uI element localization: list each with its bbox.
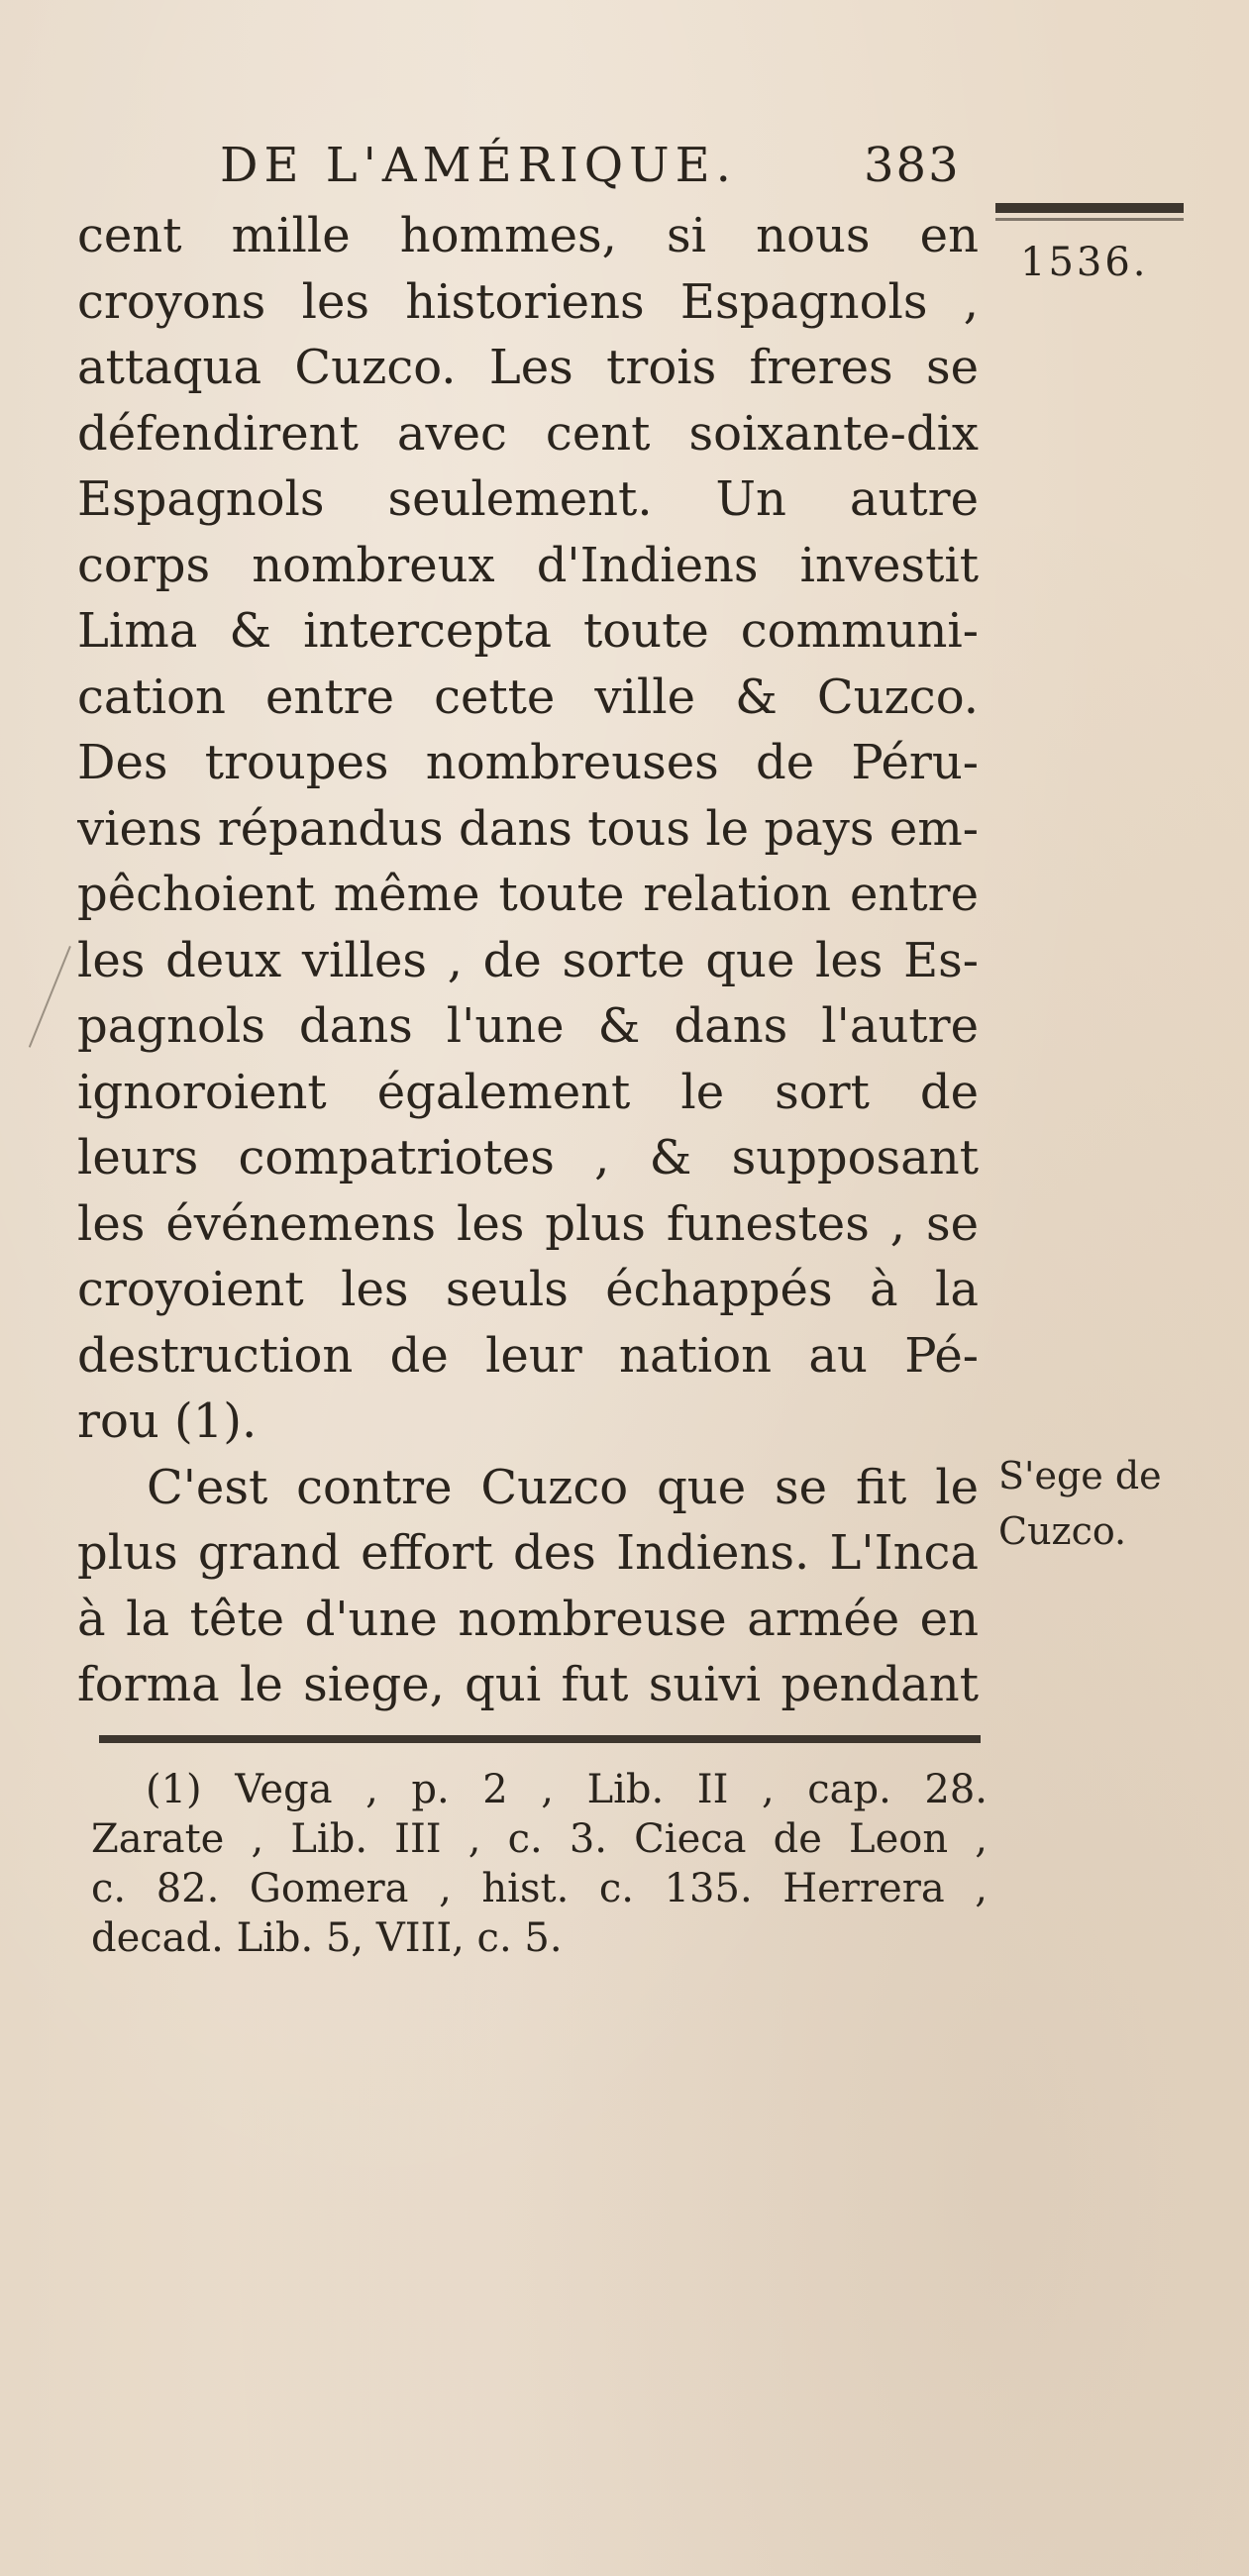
running-head-title: DE L'AMÉRIQUE. [220,138,737,193]
body-line: C'est contre Cuzco que se fit le [147,1459,979,1515]
footnote-line: Zarate , Lib. III , c. 3. Cieca de Leon , [91,1816,988,1862]
page-number: 383 [864,138,961,193]
margin-note-line: Cuzco. [998,1509,1127,1553]
body-line: plus grand effort des Indiens. L'Inca [77,1525,979,1581]
margin-rule-thick [995,203,1184,213]
body-text [77,203,979,1718]
footnote-line: (1) Vega , p. 2 , Lib. II , cap. 28. [146,1767,988,1812]
body-line: pêchoient même toute relation entre [77,867,979,922]
body-line: Lima & intercepta toute communi- [77,603,979,659]
body-line: pagnols dans l'une & dans l'autre [77,998,979,1054]
body-line: corps nombreux d'Indiens investit [77,537,979,593]
pencil-mark [29,946,71,1048]
footnote-line: decad. Lib. 5, VIII, c. 5. [91,1915,563,1961]
body-line: Des troupes nombreuses de Péru- [77,735,979,790]
body-line: leurs compatriotes , & supposant [77,1130,979,1185]
margin-rule-thin [995,218,1184,221]
body-line: destruction de leur nation au Pé- [77,1327,979,1384]
body-line: défendirent avec cent soixante-dix [77,405,979,462]
body-line: cent mille hommes, si nous en [77,208,979,263]
body-line: croyons les historiens Espagnols , [77,273,979,330]
body-line: rou (1). [77,1393,258,1449]
body-line: les événemens les plus funestes , se [77,1195,979,1252]
body-line: ignoroient également le sort de [77,1064,979,1120]
body-line: forma le siege, qui fut suivi pendant [77,1657,979,1712]
body-line: Espagnols seulement. Un autre [77,471,979,527]
body-line: cation entre cette ville & Cuzco. [77,669,979,725]
footnotes [91,1765,988,1963]
body-line: à la tête d'une nombreuse armée en [77,1591,979,1647]
body-line: viens répandus dans tous le pays em- [77,800,979,857]
footnote-line: c. 82. Gomera , hist. c. 135. Herrera , [91,1866,988,1911]
body-line: croyoient les seuls échappés à la [77,1262,979,1317]
margin-note [998,1448,1226,1559]
body-line: attaqua Cuzco. Les trois freres se [77,340,979,395]
footnote-rule [99,1735,981,1743]
running-head [220,131,992,200]
margin-note-line: S'ege de [998,1454,1162,1497]
margin-year: 1536. [1020,240,1149,285]
body-line: les deux villes , de sorte que les Es- [77,932,979,988]
